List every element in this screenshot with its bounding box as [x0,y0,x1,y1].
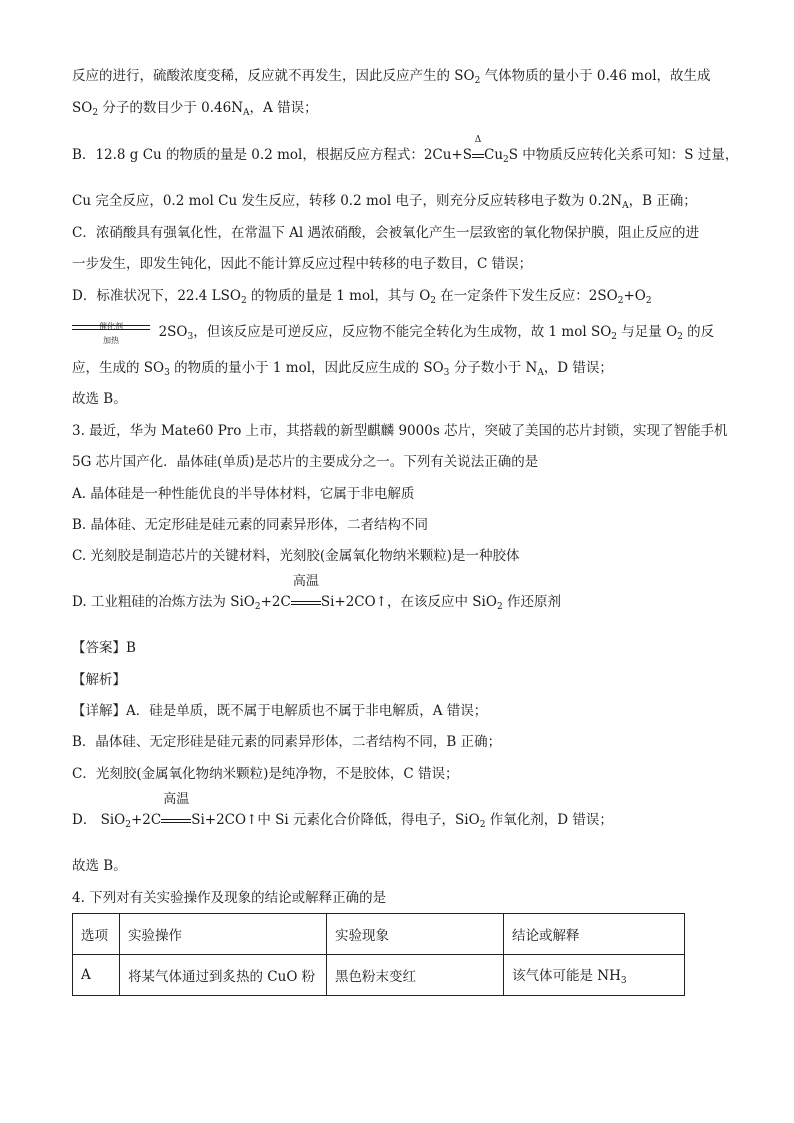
experiment-table [72,913,685,996]
text-line: 催化剂 加热 $2SO_3$，但该反应是可逆反应，反应物不能完全转化为生成物，故 1 mol $SO_2$ 与足量 $O_2$ 的反 [72,322,714,347]
table-cell: 该气体可能是 $NH_3$ [504,955,685,996]
text-line: B．12.8 g Cu 的物质的量是 0.2 mol，根据反应方程式：2Cu+S Δ $Cu_2S$ 中物质反应转化关系可知：S 过量， [72,135,739,165]
text-line: D．标准状况下，22.4 $LSO_2$ 的物质的量是 1 mol，其与 $O_2$ 在一定条件下发生反应：$2SO_2+O_2$ [72,288,652,306]
question-3-option-c: C. 光刻胶是制造芯片的关键材料，光刻胶(金属氧化物纳米颗粒)是一种胶体 [72,548,520,564]
text-line: $SO_2$ 分子的数目少于 $0.46N_A$，A 错误； [72,100,318,118]
table-header-cell: 实验现象 [327,914,504,955]
explanation-line: C．光刻胶(金属氧化物纳米颗粒)是纯净物，不是胶体，C 错误； [72,766,459,782]
text-line: 故选 B。 [72,391,127,407]
text-line: 反应的进行，硫酸浓度变稀，反应就不再发生，因此反应产生的 $SO_2$ 气体物质的量小于 0.46 mol，故生成 [72,68,711,86]
explanation-line: 【详解】A．硅是单质，既不属于电解质也不属于非电解质，A 错误； [72,703,488,719]
question-3-stem: 3. 最近，华为 Mate60 Pro 上市，其搭载的新型麒麟 9000s 芯片，突破了美国的芯片封锁，实现了智能手机 [72,423,728,439]
table-header-row [73,914,685,955]
explanation-line: 故选 B。 [72,858,127,874]
question-3-option-a: A. 晶体硅是一种性能优良的半导体材料，它属于非电解质 [72,486,415,502]
table-header-cell: 实验操作 [120,914,327,955]
question-4-stem: 4. 下列对有关实验操作及现象的结论或解释正确的是 [72,890,387,906]
question-3-option-b: B. 晶体硅、无定形硅是硅元素的同素异形体，二者结构不同 [72,517,429,533]
reaction-condition: 高温 [161,810,191,830]
text-line: 一步发生，即发生钝化，因此不能计算反应过程中转移的电子数目，C 错误； [72,256,533,272]
reaction-condition: Δ [472,145,484,165]
answer-label: 【答案】B [72,640,136,656]
reaction-condition: 高温 [291,592,321,612]
text-line: 应，生成的 $SO_3$ 的物质的量小于 1 mol，因此反应生成的 $SO_3$ 分子数小于 $N_A$，D 错误； [72,360,613,378]
question-3-option-d: D. 工业粗硅的冶炼方法为 SiO$_2$+2C 高温 Si+2CO↑，在该反应中 SiO$_2$ 作还原剂 [72,574,561,612]
explanation-line: B．晶体硅、无定形硅是硅元素的同素异形体，二者结构不同，B 正确； [72,734,502,750]
explanation-line: D． SiO$_2$+2C 高温 Si+2CO↑中 Si 元素化合价降低，得电子，SiO$_2$ 作氧化剂，D 错误； [72,792,613,830]
table-header-cell: 选项 [73,914,120,955]
table-cell: A [73,955,120,996]
question-3-stem: 5G 芯片国产化．晶体硅(单质)是芯片的主要成分之一。下列有关说法正确的是 [72,454,539,470]
text-line: C．浓硝酸具有强氧化性，在常温下 Al 遇浓硝酸，会被氧化产生一层致密的氧化物保护膜，阻止反应的进 [72,225,699,241]
reversible-arrow: 催化剂 加热 [72,323,150,343]
table-row [73,955,685,996]
table-header-cell: 结论或解释 [504,914,685,955]
analysis-label: 【解析】 [72,672,126,688]
table-cell: 将某气体通过到炙热的 CuO 粉 [120,955,327,996]
table-cell: 黑色粉末变红 [327,955,504,996]
text-line: Cu 完全反应，0.2 mol Cu 发生反应，转移 0.2 mol 电子，则充分反应转移电子数为 $0.2N_A$，B 正确； [72,193,697,211]
